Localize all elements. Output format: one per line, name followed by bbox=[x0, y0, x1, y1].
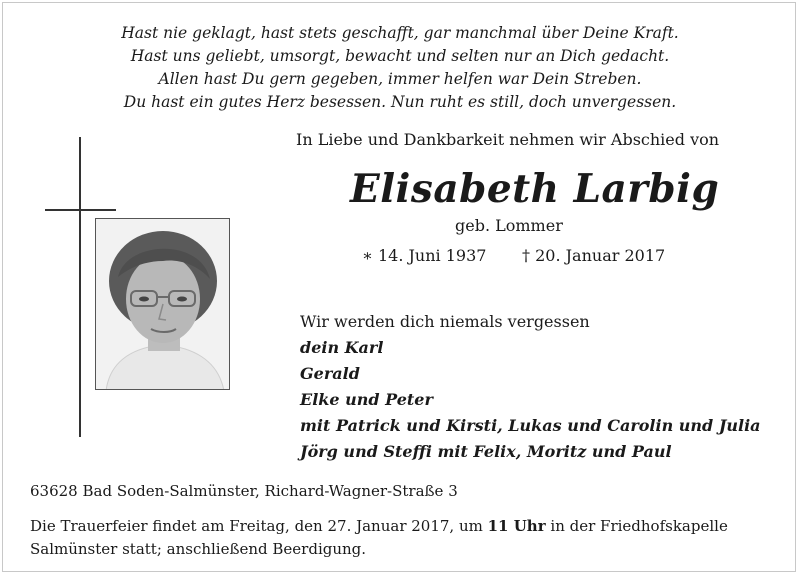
maiden-name: geb. Lommer bbox=[455, 216, 563, 235]
funeral-time: 11 Uhr bbox=[487, 517, 546, 535]
portrait-photo bbox=[95, 218, 230, 390]
mourner-line: Gerald bbox=[300, 364, 360, 383]
cross-vertical-bar bbox=[79, 137, 81, 437]
mourner-line: Jörg und Steffi mit Felix, Moritz und Paul bbox=[300, 442, 672, 461]
funeral-text-part1: Die Trauerfeier findet am Freitag, den 27. Januar 2017, um bbox=[30, 517, 488, 535]
poem-line: Du hast ein gutes Herz besessen. Nun ruht es still, doch unvergessen. bbox=[123, 93, 677, 111]
address: 63628 Bad Soden-Salmünster, Richard-Wagner-Straße 3 bbox=[30, 482, 458, 500]
poem bbox=[0, 22, 800, 114]
death-info bbox=[522, 246, 665, 265]
birth-star-icon: ∗ bbox=[362, 246, 373, 265]
funeral-line-2: Salmünster statt; anschließend Beerdigung. bbox=[30, 540, 367, 558]
funeral-info bbox=[30, 515, 790, 561]
poem-line: Allen hast Du gern gegeben, immer helfen war Dein Streben. bbox=[158, 70, 642, 88]
cross-horizontal-bar bbox=[45, 209, 116, 211]
portrait-illustration bbox=[96, 219, 230, 390]
funeral-line-1 bbox=[30, 515, 790, 538]
birth-info bbox=[362, 246, 486, 265]
birth-date: 14. Juni 1937 bbox=[377, 246, 487, 265]
mourners-heading: Wir werden dich niemals vergessen bbox=[300, 312, 590, 331]
death-cross-icon: † bbox=[522, 246, 530, 265]
mourner-line: mit Patrick und Kirsti, Lukas und Carolin und Julia bbox=[300, 416, 761, 435]
poem-line: Hast uns geliebt, umsorgt, bewacht und selten nur an Dich gedacht. bbox=[130, 47, 670, 65]
deceased-name: Elisabeth Larbig bbox=[350, 166, 720, 212]
intro-text: In Liebe und Dankbarkeit nehmen wir Abschied von bbox=[296, 130, 720, 149]
poem-line: Hast nie geklagt, hast stets geschafft, gar manchmal über Deine Kraft. bbox=[121, 24, 679, 42]
death-date: 20. Januar 2017 bbox=[535, 246, 666, 265]
funeral-text-part2: in der Friedhofskapelle bbox=[545, 517, 728, 535]
mourner-line: dein Karl bbox=[300, 338, 384, 357]
mourner-line: Elke und Peter bbox=[300, 390, 433, 409]
mourners-list bbox=[300, 309, 761, 465]
